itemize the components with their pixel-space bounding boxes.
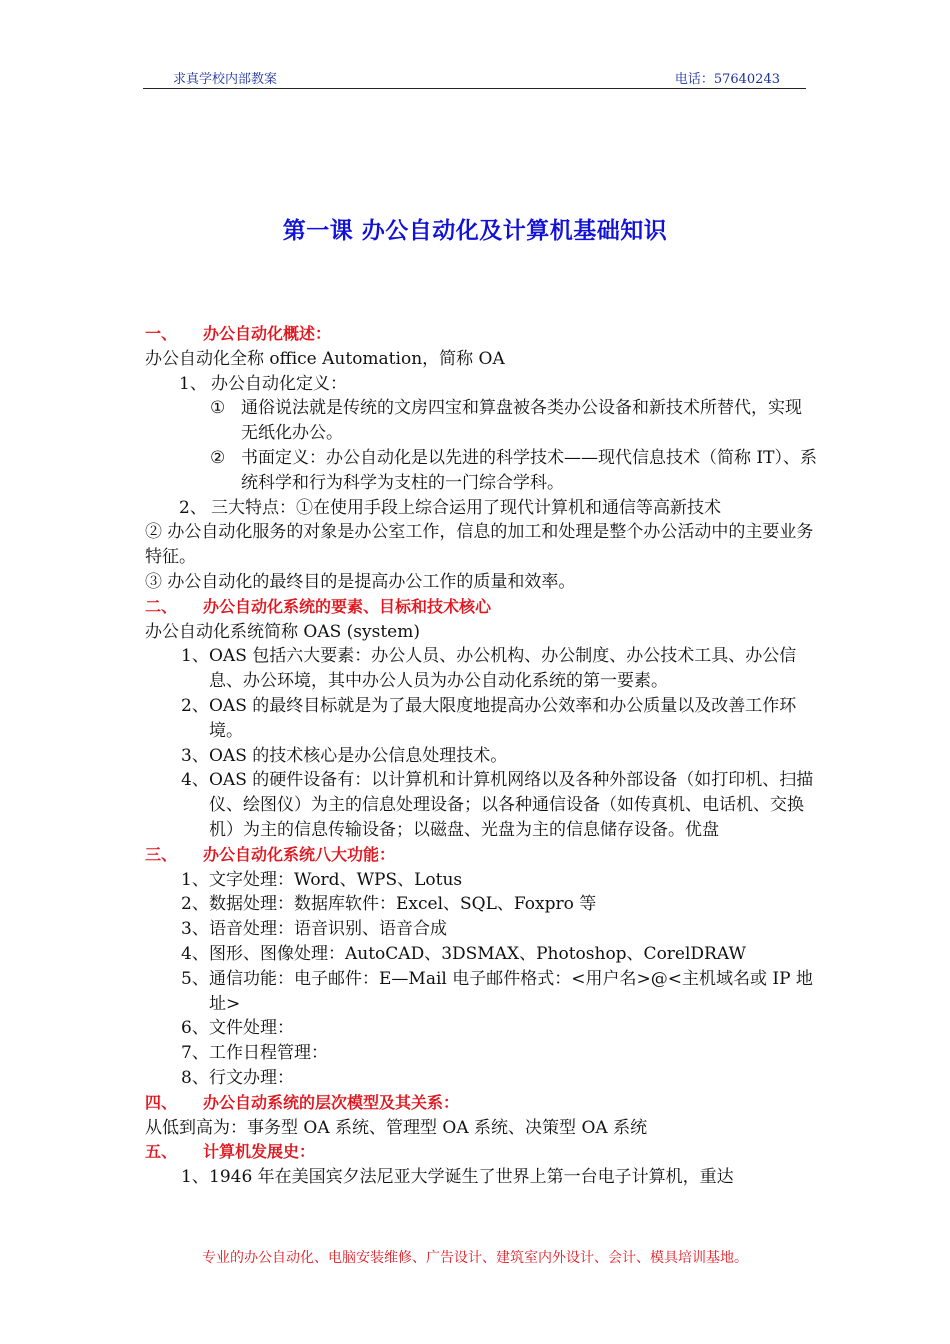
list-item: 7、 工作日程管理： <box>181 1043 328 1064</box>
list-item: 6、 文件处理： <box>181 1018 294 1039</box>
list-item: 4、 OAS 的硬件设备有：以计算机和计算机网络以及各种外部设备（如打印机、扫描仪、绘图仪）为主的信息处理设备；以各种通信设备（如传真机、电话机、交换机）为主的信息传输设备；以磁盘、光盘为主的信息储存设备。优盘 <box>181 770 814 840</box>
list-item: 3、 语音处理：语音识别、语音合成 <box>181 919 447 940</box>
feature-3: ③ 办公自动化的最终目的是提高办公工作的质量和效率。 <box>145 571 576 592</box>
list-item: ② 书面定义：办公自动化是以先进的科学技术——现代信息技术（简称 IT）、系统科学和行为科学为支柱的一门综合学科。 <box>210 447 817 493</box>
list-item: ① 通俗说法就是传统的文房四宝和算盘被各类办公设备和新技术所替代，实现无纸化办公。 <box>210 398 802 444</box>
list-item: 1、 OAS 包括六大要素：办公人员、办公机构、办公制度、办公技术工具、办公信息、办公环境，其中办公人员为办公自动化系统的第一要素。 <box>181 646 797 692</box>
section-4-intro: 从低到高为：事务型 OA 系统、管理型 OA 系统、决策型 OA 系统 <box>145 1117 648 1138</box>
phone-number: 电话：57640243 <box>674 72 780 87</box>
list-item: 1、 文字处理：Word、WPS、Lotus <box>181 869 463 890</box>
section-heading-5: 五、 计算机发展史： <box>145 1142 316 1162</box>
list-item: 4、 图形、图像处理：AutoCAD、3DSMAX、Photoshop、CorelDRAW <box>181 943 746 964</box>
list-item: 1、 办公自动化定义： <box>179 373 347 394</box>
school-name: 求真学校内部教案 <box>173 72 278 87</box>
list-item: 2、 数据处理：数据库软件：Excel、SQL、Foxpro 等 <box>181 894 597 915</box>
list-item: 8、 行文办理： <box>181 1067 294 1088</box>
section-heading-4: 四、 办公自动系统的层次模型及其关系： <box>145 1092 460 1112</box>
page-footer: 专业的办公自动化、电脑安装维修、广告设计、建筑室内外设计、会计、模具培训基地。 <box>202 1250 748 1266</box>
page-title: 第一课 办公自动化及计算机基础知识 <box>282 218 668 244</box>
section-heading-1: 一、 办公自动化概述： <box>145 324 332 343</box>
document-body <box>145 322 817 1190</box>
section-heading-2: 二、 办公自动化系统的要素、目标和技术核心 <box>145 596 492 616</box>
feature-2: ② 办公自动化服务的对象是办公室工作，信息的加工和处理是整个办公活动中的主要业务特征。 <box>145 522 814 568</box>
list-item: 2、 OAS 的最终目标就是为了最大限度地提高办公效率和办公质量以及改善工作环境。 <box>181 695 797 741</box>
list-item: 3、 OAS 的技术核心是办公信息处理技术。 <box>181 745 508 766</box>
section-1-intro: 办公自动化全称 office Automation，简称 OA <box>145 348 505 369</box>
section-2-intro: 办公自动化系统简称 OAS (system) <box>145 621 420 642</box>
page-header <box>143 66 806 89</box>
list-item: 2、 三大特点：①在使用手段上综合运用了现代计算机和通信等高新技术 <box>179 497 721 518</box>
section-heading-3: 三、 办公自动化系统八大功能： <box>145 844 396 864</box>
list-item: 5、 通信功能：电子邮件：E—Mail 电子邮件格式：<用户名>@<主机域名或 IP 地址> <box>181 968 813 1014</box>
list-item: 1、 1946 年在美国宾夕法尼亚大学诞生了世界上第一台电子计算机，重达 <box>181 1167 734 1188</box>
